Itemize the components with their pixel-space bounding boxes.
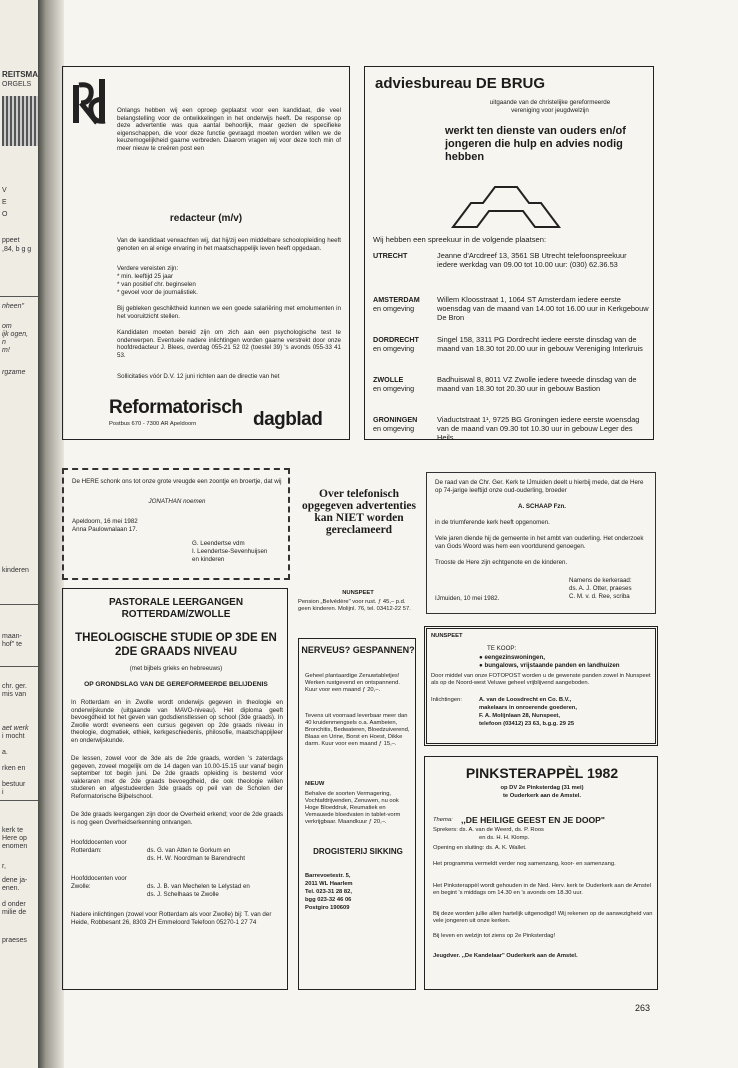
prev-image	[2, 96, 38, 146]
pinkster-sub: te Ouderkerk aan de Amstel.	[502, 793, 582, 799]
pinkster-sub: op DV 2e Pinksterdag (31 mei)	[500, 785, 584, 791]
nerveus-para: Geheel plantaardige Zenuwtabletjes! Werken rustgevend en ontspannend. Kuur voor een maand ƒ 20,–.	[305, 673, 400, 693]
prev-fragment: enen.	[2, 885, 20, 892]
rd-brand-reformatorisch: Reformatorisch	[109, 397, 243, 418]
prev-fragment: O	[2, 211, 8, 218]
prev-fragment: E	[2, 199, 7, 206]
prev-fragment: i mocht	[2, 733, 25, 740]
pinkster-para: Bij deze worden jullie allen hartelijk uitgenodigd! Wij rekenen op de aanwezigheid van vele jongeren uit onze kerken.	[433, 911, 653, 924]
schaap-place: IJmuiden, 10 mei 1982.	[435, 595, 500, 602]
brug-subtitle: uitgaande van de christelijke gereformeerde vereniging voor jeugdwelzijn	[489, 99, 611, 114]
prev-fragment: hof" te	[2, 641, 22, 648]
page-number: 263	[634, 1003, 650, 1013]
pinkster-para: Het programma vermeldt verder nog samenzang, koor- en samenzang.	[433, 861, 616, 867]
pastorale-hd-label: Hoofddocenten voor Zwolle:	[71, 875, 127, 890]
brug-city: GRONINGEN en omgeving	[373, 415, 418, 433]
prev-fragment: d onder	[2, 901, 26, 908]
brug-title: adviesbureau DE BRUG	[375, 75, 546, 92]
nerveus-para: Tevens uit voorraad leverbaar meer dan 40 kruidenmengsels o.a. Aambeien, Bronchitis, Bedwateren, Bloedzuiverend, Blaas en Urine, Borst en Hoest, Dikke darm. Kuur voor een maand ƒ 15,–.	[305, 713, 410, 747]
prev-fragment: r,	[2, 863, 6, 870]
prev-fragment: praeses	[2, 937, 27, 944]
pinkster-thema: ,,DE HEILIGE GEEST EN JE DOOP"	[461, 815, 605, 825]
prev-rule	[0, 296, 40, 297]
pinkster-title: PINKSTERAPPÈL 1982	[465, 765, 619, 781]
brug-place-row	[373, 295, 649, 335]
pinksterappel-ad	[424, 756, 658, 990]
rd-intro: Onlangs hebben wij een oproep geplaatst voor een kandidaat, die veel belangstelling voor de ontwikkelingen in het onderwijs heeft. De response op deze advertentie was qua aantal behoorlijk, maar gezien de specifieke eigenschappen, die voor deze functie gevraagd moeten worden willen we de keuzemogelijkheid gaarne verbreden. Daarom vragen wij voor deze toch min of meer nieuw te creëren post een	[117, 107, 341, 152]
pastorale-ad	[62, 588, 288, 990]
nunspeet-pension	[298, 590, 418, 613]
prev-rule	[0, 800, 40, 801]
pension-text: Pension „Belvédère" voor rust. ƒ 45,– p.d. geen kinderen. Molijnl. 76, tel. 03412-22 57.	[298, 599, 411, 612]
brug-places	[373, 251, 649, 455]
prev-fragment: kerk te	[2, 827, 24, 834]
prev-fragment: enomen	[2, 843, 28, 850]
rd-postbus: Postbus 670 - 7300 AR Apeldoorn	[109, 421, 197, 427]
pinkster-para: Het Pinksterappèl wordt gehouden in de Ned. Herv. kerk te Ouderkerk aan de Amstel en begint 's middags om 14.30 en 's avonds om 18.30 uur.	[433, 883, 652, 896]
brug-tagline: werkt ten dienste van ouders en/of jongeren die hulp en advies nodig hebben	[445, 125, 626, 163]
telefonisch-notice	[300, 478, 418, 578]
pinkster-footer: Jeugdver. ,,De Kandelaar" Ouderkerk aan de Amstel.	[433, 953, 578, 959]
pinkster-para: Bij leven en welzijn tot ziens op 2e Pinksterdag!	[433, 933, 556, 939]
prev-fragment: rgzame	[2, 369, 26, 376]
birth-parent: en kinderen	[192, 556, 225, 563]
pastorale-head: ROTTERDAM/ZWOLLE	[121, 609, 231, 620]
schaap-para: in de triumferende kerk heeft opgenomen.	[435, 519, 550, 526]
pastorale-head: PASTORALE LEERGANGEN	[108, 597, 244, 608]
schaap-para: Vele jaren diende hij de gemeente in het ambt van ouderling. Het onderzoek van Gods Woord was hem een voortdurend genoegen.	[435, 535, 644, 550]
drogisterij-addr: Barrevoetestr. 5,	[305, 873, 351, 879]
tekoop-info: F. A. Molijnlaan 28, Nunspeet,	[479, 713, 560, 719]
nerveus-para: Behalve de soorten Vermagering, Vochtafdrijvenden, Zenuwen, nu ook Hoge Bloeddruk, Reumatiek en Vemauwde bloedvaten in tablet-vorm verkrijgbaar. Maandkuur ƒ 20,–.	[305, 791, 401, 825]
schaap-name: A. SCHAAP Fzn.	[517, 503, 566, 510]
prev-fragment: ijk ogen,	[2, 331, 29, 338]
pastorale-sub: (met bijbels grieks en hebreeuws)	[129, 665, 223, 672]
pastorale-para: De 3de graads leergangen zijn door de Overheid erkend; voor de 2de graads is nog geen Overheidserkenning ontvangen.	[71, 811, 283, 826]
tekoop-info: A. van de Loosdrecht en Co. B.V.,	[479, 697, 572, 703]
nerveus-ad	[298, 638, 416, 990]
prev-fragment: ppeet	[2, 237, 20, 244]
pastorale-hd: ds. J. Schelhaas te Zwolle	[147, 891, 219, 898]
birth-name: JONATHAN noemen	[148, 498, 206, 505]
pastorale-hd: ds. G. van Atten te Gorkum en	[147, 847, 231, 854]
telefonisch-text: Over telefonisch opgegeven advertenties kan NIET worden gereclameerd	[301, 488, 417, 536]
drogisterij-addr: 2011 WL Haarlem	[305, 881, 353, 887]
rd-para-1: Van de kandidaat verwachten wij, dat hij/zij een middelbare schoolopleiding heeft genoten en al enige ervaring in het maatschappelijk leven heeft opgedaan.	[117, 237, 341, 252]
prev-fragment: bestuur	[2, 781, 26, 788]
prev-fragment: rken en	[2, 765, 26, 772]
schaap-signoff: C. M. v. d. Ree, scriba	[569, 593, 630, 600]
pinkster-opening: Opening en sluiting: ds. A. K. Wallet.	[433, 845, 527, 851]
nerveus-nieuw: NIEUW	[305, 781, 325, 787]
tekoop-item: ● bungalows, vrijstaande panden en landhuizen	[479, 662, 620, 669]
de-brug-ad	[364, 66, 654, 440]
rd-para-2: Bij gebleken geschiktheid kunnen we een goede salariëring met emolumenten in het vooruitzicht stellen.	[117, 305, 341, 320]
brug-city: AMSTERDAM en omgeving	[373, 295, 420, 313]
rd-brand-dagblad: dagblad	[253, 409, 323, 430]
pastorale-hd: ds. J. B. van Mechelen te Lelystad en	[147, 883, 250, 890]
rd-req-item: * min. leeftijd 25 jaar	[117, 273, 174, 280]
birth-address: Anna Paulownalaan 17.	[72, 526, 138, 533]
schaap-signoff: ds. A. J. Otter, praeses	[569, 585, 632, 592]
prev-fragment: nheen"	[2, 303, 24, 310]
birth-place-date: Apeldoorn, 16 mei 1982	[72, 518, 138, 525]
pinkster-sprekers: en ds. H. H. Klomp.	[479, 835, 530, 841]
pastorale-grondslag: OP GRONDSLAG VAN DE GEREFORMEERDE BELIJDENIS	[84, 681, 268, 688]
pinkster-thema-label: Thema:	[433, 817, 453, 823]
prev-fragment: kinderen	[2, 567, 29, 574]
brug-place-row	[373, 335, 649, 375]
pastorale-title: THEOLOGISCHE STUDIE OP 3DE EN 2DE GRAADS NIVEAU	[75, 632, 277, 658]
drogisterij-addr: bgg 023-32 46 06	[305, 897, 352, 903]
prev-fragment: mis van	[2, 691, 27, 698]
rd-job-ad	[62, 66, 350, 440]
pastorale-para: De lessen, zowel voor de 3de als de 2de graads, worden 's zaterdags gegeven, zoveel mogelijk om de 14 dagen van 10.00-15.15 uur vanaf begin september tot begin juni. De 2de graads opleiding is bestemd voor vakleraren met de 2de graads bevoegdheid, die ook theologie willen studeren en afgestudeerden 3de graads op peil van de Scholen der Reformatorische Bijbelschool.	[71, 755, 283, 800]
rd-logo-icon	[71, 77, 113, 127]
prev-fragment: a.	[2, 749, 8, 756]
brug-place-row	[373, 415, 649, 455]
brug-spreekuur: Wij hebben een spreekuur in de volgende plaatsen:	[373, 235, 547, 244]
prev-rule	[0, 604, 40, 605]
birth-parent: I. Leendertse-Sevenhuijsen	[192, 548, 268, 555]
prev-fragment: ORGELS	[2, 81, 32, 88]
brug-address: Willem Kloosstraat 1, 1064 ST Amsterdam iedere eerste woensdag van de maand van 14.00 tot 16.00 uur in Kerkgebouw De Bron	[437, 295, 649, 322]
tekoop-para: Door middel van onze FOTOPOST worden u de gewenste panden zowel in Nunspeet als op de Noord-west Veluwe geheel vrijblijvend aangeboden.	[431, 673, 651, 686]
prev-fragment: milie de	[2, 909, 27, 916]
bridge-logo-icon	[451, 183, 561, 229]
te-koop-ad	[424, 626, 658, 746]
tekoop-info-label: Inlichtingen:	[431, 697, 462, 703]
prev-fragment: aet werk	[2, 725, 29, 732]
pinkster-sprekers: Sprekers: ds. A. van de Weerd, ds. P. Roos	[433, 827, 544, 833]
brug-place-row	[373, 251, 649, 295]
brug-place-row	[373, 375, 649, 415]
rd-req-head: Verdere vereisten zijn:	[117, 265, 179, 272]
tekoop-item: ● eengezinswoningen,	[479, 654, 545, 661]
schaap-obituary	[426, 472, 656, 614]
tekoop-head: TE KOOP:	[487, 645, 517, 652]
rd-position-title: redacteur (m/v)	[169, 213, 243, 224]
pastorale-footer: Nadere inlichtingen (zowel voor Rotterdam als voor Zwolle) bij: T. van der Heide, Robbesant 26, 8303 ZH Emmeloord Telefoon 05270-1 27 74	[71, 911, 272, 926]
drogisterij-addr: Tel. 023-31 28 82,	[305, 889, 352, 895]
brug-city: ZWOLLE en omgeving	[373, 375, 415, 393]
nerveus-head: NERVEUS? GESPANNEN?	[301, 645, 415, 655]
pension-head: NUNSPEET	[342, 590, 374, 596]
prev-fragment: dene ja-	[2, 877, 28, 884]
pastorale-hd-label: Hoofddocenten voor Rotterdam:	[71, 839, 127, 854]
brug-address: Viaductstraat 1¹, 9725 BG Groningen iedere eerste woensdag van de maand van 09.30 tot 10.30 uur in gebouw Leger des Heils	[437, 415, 640, 442]
birth-parent: G. Leendertse vdm	[192, 540, 245, 547]
prev-rule	[0, 666, 40, 667]
brug-address: Badhuiswal 8, 8011 VZ Zwolle iedere tweede dinsdag van de maand van 18.30 tot 20.30 uur in gebouw Bastion	[437, 375, 637, 393]
birth-line: De HERE schonk ons tot onze grote vreugde een zoontje en broertje, dat wij	[72, 478, 282, 485]
schaap-para: Trooste de Here zijn echtgenote en de kinderen.	[435, 559, 568, 566]
prev-fragment: maan-	[2, 633, 22, 640]
rd-req-item: * van positief chr. beginselen	[117, 281, 196, 288]
prev-fragment: V	[2, 187, 7, 194]
brug-city: UTRECHT	[373, 251, 408, 260]
rd-req-item: * gevoel voor de journalistiek.	[117, 289, 198, 296]
schaap-signoff-head: Namens de kerkeraad:	[569, 577, 632, 584]
pastorale-hd: ds. H. W. Noordman te Barendrecht	[147, 855, 246, 862]
brug-city: DORDRECHT en omgeving	[373, 335, 419, 353]
tekoop-place: NUNSPEET	[431, 633, 463, 639]
tekoop-info: telefoon (03412) 23 63, b.g.g. 29 25	[479, 721, 575, 727]
drogisterij-addr: Postgiro 190609	[305, 905, 350, 911]
previous-page-edge	[0, 0, 42, 1068]
rd-para-3: Kandidaten moeten bereid zijn om zich aan een psychologische test te onderwerpen. Eventuele nadere inlichtingen worden gaarne verstrekt door onze hoofdredacteur J. Blees, overdag 055-21 52 02 (toestel 39) 's avonds 055-33 41 53.	[117, 329, 341, 359]
pastorale-para: In Rotterdam en in Zwolle wordt onderwijs gegeven in theologie en onderwijskunde (uitgaande van MAVO-niveau). Het diploma geeft bevoegdheid tot het geven van godsdienstlessen op school (3de graads). In Zwolle wordt eveneens een cursus gegeven op 2de graads niveau in theologie, dogmatiek, ethiek, kerkgeschiedenis, philosofie, maatschappijleer en onderwijskunde.	[71, 699, 283, 744]
prev-fragment: REITSMA	[2, 70, 38, 79]
prev-fragment: Here op	[2, 835, 27, 842]
brug-address: Singel 158, 3311 PG Dordrecht iedere eerste dinsdag van de maand van 18.30 tot 20.00 uur in gebouw Vereniging Interkruis	[437, 335, 643, 353]
drogisterij-name: DROGISTERIJ SIKKING	[313, 847, 403, 856]
prev-fragment: chr. ger.	[2, 683, 27, 690]
brug-address: Jeanne d'Arcdreef 13, 3561 SB Utrecht telefoonspreekuur iedere werkdag van 09.00 tot 10.00 uur: (030) 62.36.53	[437, 251, 627, 269]
prev-fragment: om	[2, 323, 12, 330]
prev-fragment: i	[2, 789, 4, 796]
birth-announcement	[62, 468, 290, 580]
prev-fragment: m!	[2, 347, 10, 354]
prev-fragment: ,84, b g g	[2, 246, 32, 253]
prev-fragment: n	[2, 339, 6, 346]
tekoop-info: makelaars in onroerende goederen,	[479, 705, 577, 711]
rd-para-4: Sollicitaties vóór D.V. 12 juni richten aan de directie van het	[117, 373, 280, 380]
schaap-para: De raad van de Chr. Ger. Kerk te IJmuiden deelt u hierbij mede, dat de Here op 74-jarige leeftijd onze oud-ouderling, broeder	[435, 479, 644, 494]
page-gutter	[38, 0, 64, 1068]
